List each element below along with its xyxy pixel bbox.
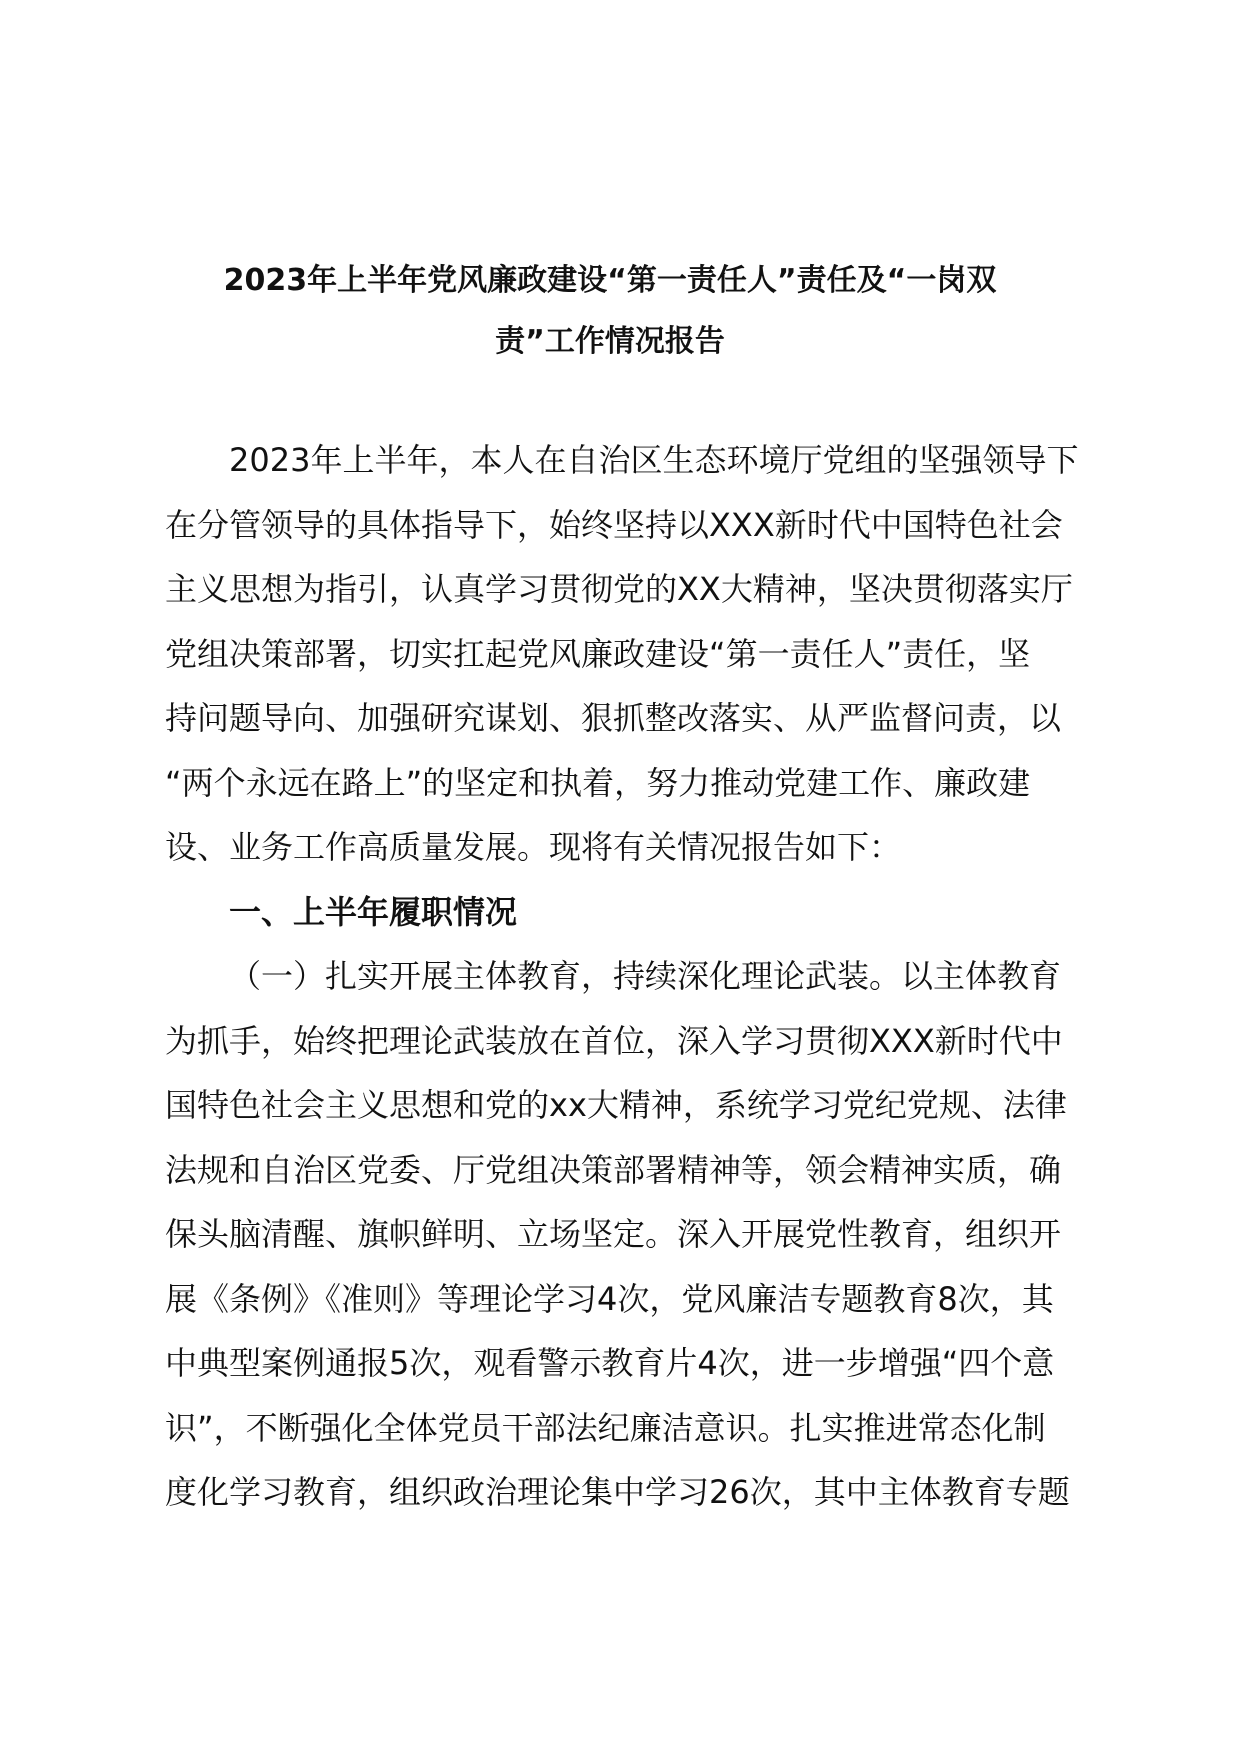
paragraph-line: “两个永远在路上”的坚定和执着，努力推动党建工作、廉政建: [165, 763, 1031, 802]
paragraph-line: 展《条例》《准则》等理论学习4次，党风廉洁专题教育8次，其: [165, 1279, 1054, 1318]
paragraph-line: 设、业务工作高质量发展。现将有关情况报告如下：: [165, 828, 902, 866]
paragraph-line: 中典型案例通报5次，观看警示教育片4次，进一步增强“四个意: [165, 1344, 1055, 1382]
paragraph-line: 在分管领导的具体指导下，始终坚持以XXX新时代中国特色社会: [165, 505, 1063, 544]
paragraph-line: （一）扎实开展主体教育，持续深化理论武装。以主体教育: [229, 957, 1062, 995]
paragraph-line: 持问题导向、加强研究谋划、狠抓整改落实、从严监督问责，以: [165, 699, 1062, 737]
paragraph-line: 识”，不断强化全体党员干部法纪廉洁意识。扎实推进常态化制: [165, 1408, 1046, 1447]
document-title: [150, 250, 1070, 372]
paragraph-line: 2023年上半年，本人在自治区生态环境厅党组的坚强领导下: [229, 441, 1079, 479]
paragraph-line: 法规和自治区党委、厅党组决策部署精神等，领会精神实质，确: [165, 1150, 1062, 1189]
paragraph-line: 为抓手，始终把理论武装放在首位，深入学习贯彻XXX新时代中: [165, 1021, 1063, 1060]
paragraph-line: 保头脑清醒、旗帜鲜明、立场坚定。深入开展党性教育，组织开: [165, 1215, 1062, 1253]
paragraph-line: 主义思想为指引，认真学习贯彻党的XX大精神，坚决贯彻落实厅: [165, 570, 1073, 608]
title-line-2: 责”工作情况报告: [495, 324, 725, 359]
section-heading: 一、上半年履职情况: [229, 892, 518, 931]
paragraph-line: 国特色社会主义思想和党的xx大精神，系统学习党纪党规、法律: [165, 1086, 1067, 1124]
paragraph-line: 党组决策部署，切实扛起党风廉政建设“第一责任人”责任，坚: [165, 634, 1031, 673]
title-line-1: 2023年上半年党风廉政建设“第一责任人”责任及“一岗双: [223, 263, 997, 298]
paragraph-line: 度化学习教育，组织政治理论集中学习26次，其中主体教育专题: [165, 1473, 1070, 1511]
document-body: [165, 428, 1125, 1525]
